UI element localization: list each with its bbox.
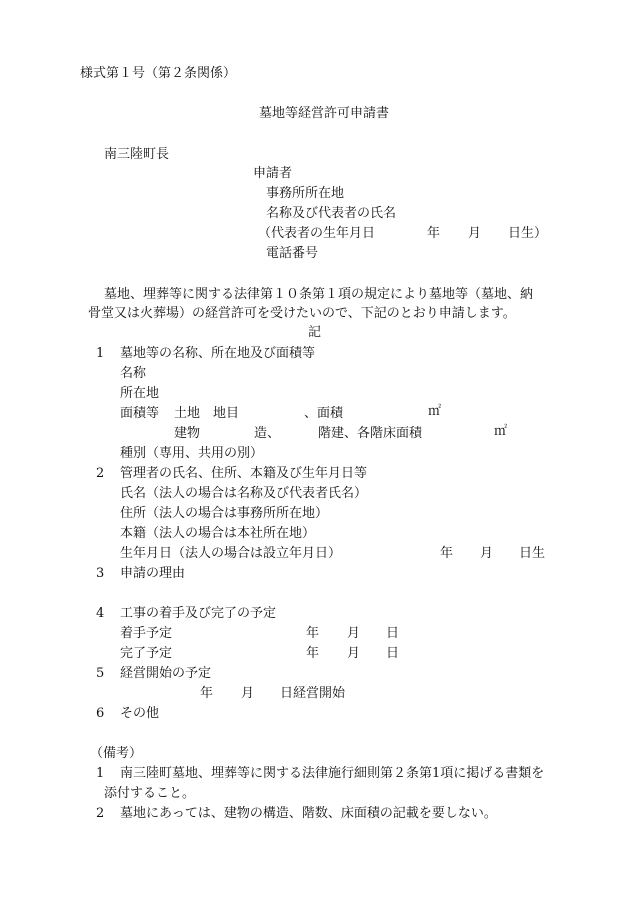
- s4-end-month: 月: [347, 646, 361, 661]
- applicant-heading: 申請者: [253, 166, 293, 181]
- document-title: 墓地等経営許可申請書: [259, 106, 390, 121]
- s5-year: 年: [200, 686, 214, 701]
- s2-honseki: 本籍（法人の場合は本社所在地）: [120, 526, 316, 541]
- s5-day-start: 日経営開始: [280, 686, 346, 701]
- remark-2-text: 墓地にあっては、建物の構造、階数、床面積の記載を要しない。: [120, 806, 497, 821]
- remark-1-line-2: 添付すること。: [104, 786, 196, 801]
- s2-day: 日生: [519, 546, 546, 561]
- remark-2-number: 2: [96, 806, 105, 821]
- remark-1-line-1: 南三陸町墓地、埋葬等に関する法律施行細則第２条第1項に掲げる書類を: [120, 766, 545, 781]
- remark-1-number: 1: [96, 766, 105, 781]
- addressee: 南三陸町長: [104, 147, 170, 162]
- section-2-title: 管理者の氏名、住所、本籍及び生年月日等: [120, 466, 368, 481]
- s2-birth: 生年月日（法人の場合は設立年月日）: [120, 546, 342, 561]
- applicant-birth-month: 月: [468, 226, 482, 241]
- s1-building: 建物: [174, 426, 201, 441]
- section-6-title: その他: [120, 706, 160, 721]
- s2-month: 月: [480, 546, 494, 561]
- s4-end-year: 年: [306, 646, 320, 661]
- intro-line-1: 墓地、埋葬等に関する法律第１０条第１項の規定により墓地等（墓地、納: [104, 287, 534, 302]
- s1-building-sqm: ㎡: [494, 424, 508, 439]
- intro-line-2: 骨堂又は火葬場）の経営許可を受けたいので、下記のとおり申請します。: [88, 306, 516, 321]
- section-1-number: 1: [96, 346, 105, 361]
- s5-month: 月: [241, 686, 255, 701]
- section-1-title: 墓地等の名称、所在地及び面積等: [120, 346, 316, 361]
- applicant-phone: 電話番号: [266, 246, 319, 261]
- s1-chimoku: 地目: [213, 406, 240, 421]
- s2-year: 年: [440, 546, 454, 561]
- section-6-number: 6: [96, 706, 105, 721]
- s2-address: 住所（法人の場合は事務所所在地）: [120, 506, 329, 521]
- s4-start: 着手予定: [120, 626, 173, 641]
- s1-floors: 階建、各階床面積: [318, 426, 423, 441]
- form-label: 様式第１号（第２条関係）: [80, 66, 237, 81]
- section-2-number: 2: [96, 466, 105, 481]
- s1-zo: 造、: [254, 426, 281, 441]
- section-5-title: 経営開始の予定: [120, 666, 212, 681]
- applicant-birth-year: 年: [427, 226, 441, 241]
- s1-location: 所在地: [120, 386, 160, 401]
- s4-start-day: 日: [386, 626, 400, 641]
- section-4-title: 工事の着手及び完了の予定: [120, 606, 277, 621]
- s1-area-label: 面積等: [120, 406, 160, 421]
- section-3-title: 申請の理由: [120, 566, 186, 581]
- section-4-number: 4: [96, 606, 105, 621]
- s1-land: 土地: [174, 406, 201, 421]
- s1-name: 名称: [120, 366, 147, 381]
- s4-end-day: 日: [386, 646, 400, 661]
- s4-end: 完了予定: [120, 646, 173, 661]
- s2-name: 氏名（法人の場合は名称及び代表者氏名）: [120, 486, 368, 501]
- ki-heading: 記: [308, 325, 322, 340]
- applicant-name-rep: 名称及び代表者の氏名: [266, 206, 397, 221]
- section-5-number: 5: [96, 666, 105, 681]
- s4-start-year: 年: [306, 626, 320, 641]
- s1-land-sqm: ㎡: [428, 404, 442, 419]
- applicant-birth-day: 日生）: [508, 226, 548, 241]
- s1-type: 種別（専用、共用の別）: [120, 446, 264, 461]
- remarks-heading: （備考）: [90, 746, 143, 761]
- applicant-rep-birth: （代表者の生年月日: [258, 226, 376, 241]
- s1-area-comma: 、面積: [304, 406, 344, 421]
- applicant-office-address: 事務所所在地: [266, 186, 345, 201]
- s4-start-month: 月: [347, 626, 361, 641]
- section-3-number: 3: [96, 566, 105, 581]
